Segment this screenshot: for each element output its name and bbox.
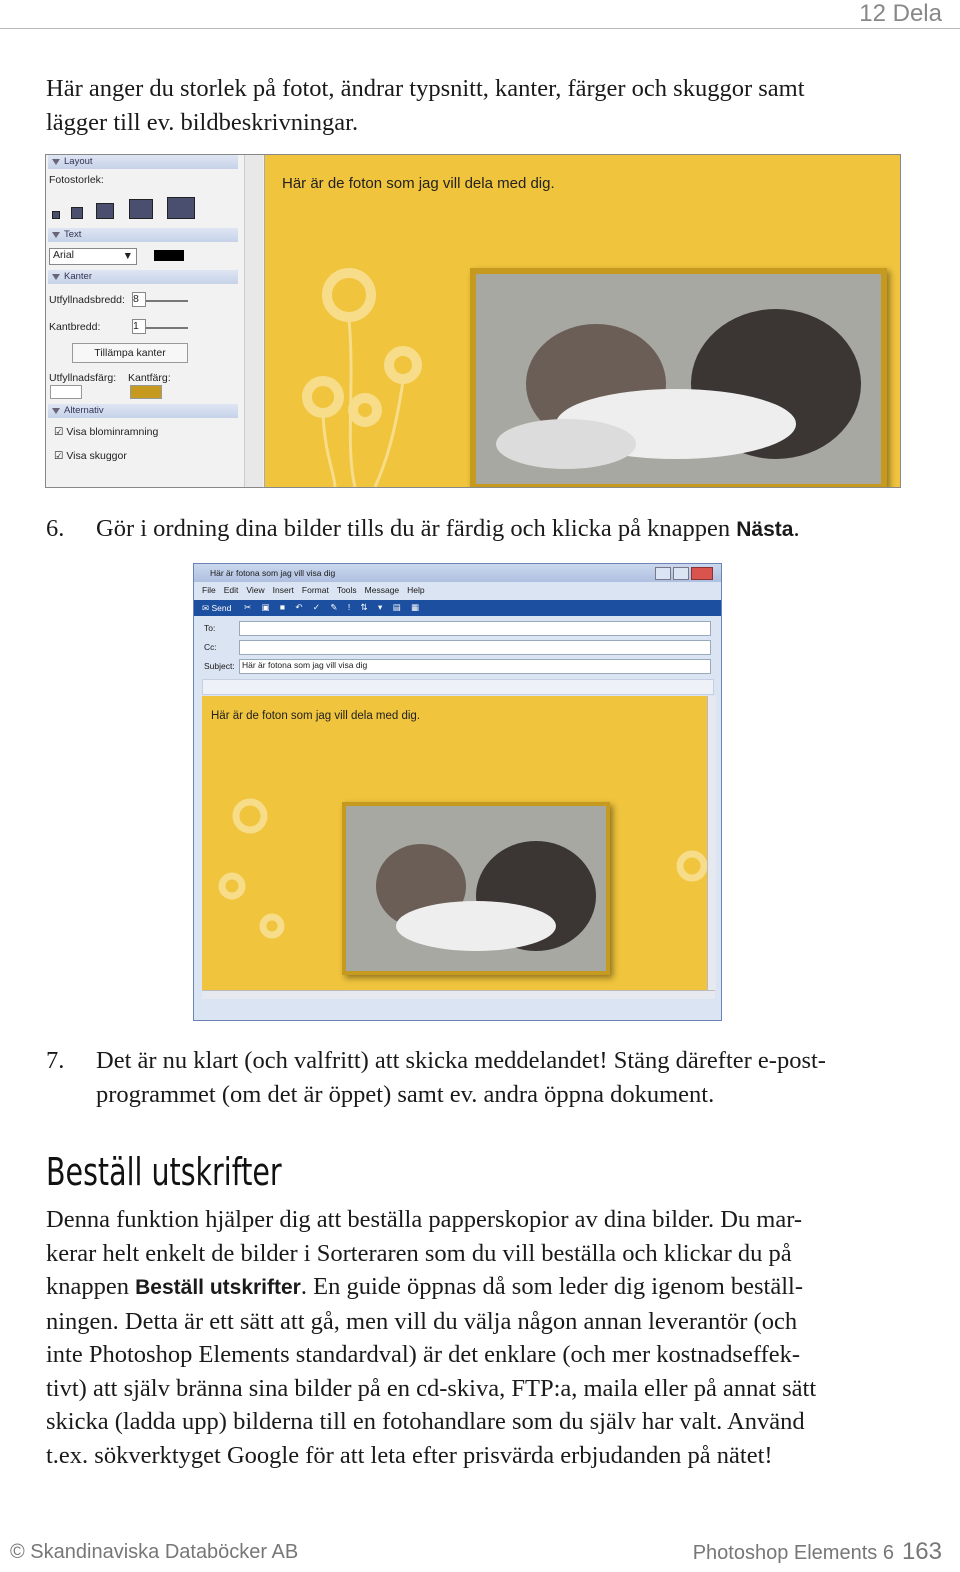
panel-scrollbar[interactable]	[244, 155, 263, 487]
step-6	[46, 512, 906, 546]
show-shadow-label: Visa skuggor	[66, 450, 127, 462]
footer-copyright: © Skandinaviska Databöcker AB	[10, 1541, 299, 1563]
body-scrollbar[interactable]	[707, 696, 716, 990]
cc-field[interactable]	[239, 640, 711, 655]
chapter-label: 12 Dela	[859, 0, 942, 27]
header-divider	[0, 28, 960, 29]
body-line: Denna funktion hjälper dig att beställa papperskopior av dina bilder. Du mar-	[46, 1206, 803, 1233]
step-number: 6.	[46, 515, 65, 542]
font-value: Arial	[53, 249, 75, 261]
toolbar-icons[interactable]: ✂ ▣ ■ ↶ ✓ ✎ ! ⇅ ▾ ▤ ▦	[244, 602, 424, 612]
checkbox-icon[interactable]: ☑	[54, 426, 64, 438]
border-width-slider[interactable]	[146, 327, 188, 329]
fill-color-label: Utfyllnadsfärg:	[49, 372, 117, 384]
menu-message[interactable]: Message	[364, 585, 400, 595]
step-number: 7.	[46, 1047, 65, 1074]
intro-paragraph	[46, 72, 906, 139]
fill-width-slider[interactable]	[146, 300, 188, 302]
maximize-icon[interactable]	[673, 567, 689, 580]
toolbar	[194, 600, 721, 616]
section-heading: Beställ utskrifter	[46, 1150, 282, 1194]
menu-view[interactable]: View	[246, 585, 265, 595]
to-field[interactable]	[239, 621, 711, 636]
send-button[interactable]	[202, 603, 231, 614]
body-line: t.ex. sökverktyget Google för att leta efter prisvärda erbjudanden på nätet!	[46, 1441, 773, 1469]
hippo-image	[346, 806, 606, 971]
step-7-line: programmet (om det är öppet) samt ev. andra öppna dokument.	[96, 1080, 715, 1108]
menu-format[interactable]: Format	[301, 585, 329, 595]
preview-canvas	[265, 155, 901, 487]
subject-value: Här är fotona som jag vill visa dig	[242, 660, 368, 670]
menu-help[interactable]: Help	[407, 585, 425, 595]
menu-file[interactable]: File	[202, 585, 216, 595]
section-text[interactable]: Text	[48, 228, 238, 242]
title-bar	[194, 564, 721, 582]
cc-label: Cc:	[204, 642, 217, 652]
step-6-text-wrap	[96, 512, 800, 547]
size-option[interactable]	[52, 211, 60, 219]
body-line: kerar helt enkelt de bilder i Sorteraren som du vill beställa och klickar du på	[46, 1239, 792, 1267]
message-text: Här är de foton som jag vill dela med dig.	[282, 175, 555, 192]
fill-width-input[interactable]: 8	[132, 292, 146, 307]
font-select[interactable]	[49, 248, 137, 265]
format-toolbar[interactable]	[202, 679, 714, 695]
fill-color-swatch[interactable]	[50, 385, 82, 399]
hippo-photo	[342, 802, 610, 975]
order-prints-button-ref: Beställ utskrifter	[135, 1276, 301, 1299]
size-option[interactable]	[167, 197, 195, 219]
close-icon[interactable]	[691, 567, 713, 580]
size-option[interactable]	[129, 199, 153, 219]
border-width-label: Kantbredd:	[49, 321, 101, 333]
show-shadow-option[interactable]	[54, 450, 127, 462]
send-icon: ✉	[202, 603, 210, 613]
horizontal-scrollbar[interactable]	[202, 990, 715, 999]
hippo-image	[476, 274, 881, 484]
body-text: knappen	[46, 1273, 136, 1300]
intro-line: Här anger du storlek på fotot, ändrar typsnitt, kanter, färger och skuggor samt	[46, 75, 805, 102]
border-color-label: Kantfärg:	[128, 372, 171, 384]
fill-width-label: Utfyllnadsbredd:	[49, 294, 125, 306]
menu-bar	[202, 585, 425, 595]
body-text: . En guide öppnas då som leder dig igenom beställ-	[300, 1273, 804, 1300]
checkbox-icon[interactable]: ☑	[54, 450, 64, 462]
text-color-swatch[interactable]	[154, 250, 184, 261]
photo-size-label: Fotostorlek:	[49, 174, 104, 186]
subject-label: Subject:	[204, 661, 235, 671]
section-alternatives[interactable]: Alternativ	[48, 404, 238, 418]
minimize-icon[interactable]	[655, 567, 671, 580]
menu-edit[interactable]: Edit	[223, 585, 239, 595]
message-body[interactable]	[202, 696, 707, 990]
body-line: tivt) att själv bränna sina bilder på en cd-skiva, FTP:a, maila eller på annat sätt	[46, 1374, 817, 1402]
chevron-down-icon: ▼	[122, 250, 133, 262]
page-number: 163	[901, 1538, 942, 1565]
body-line: ningen. Detta är ett sätt att gå, men vill du välja någon annan leverantör (och	[46, 1307, 798, 1335]
photo-layout-screenshot	[45, 154, 901, 488]
next-button-ref: Nästa	[736, 518, 794, 541]
body-line	[46, 1270, 916, 1305]
step-7-text	[96, 1044, 916, 1111]
body-paragraph	[46, 1203, 916, 1472]
size-option[interactable]	[96, 203, 114, 219]
step-6-end: .	[793, 515, 800, 542]
section-layout[interactable]: Layout	[48, 155, 238, 169]
body-line: skicka (ladda upp) bilderna till en fotohandlare som du själv har valt. Använd	[46, 1408, 805, 1435]
border-color-swatch[interactable]	[130, 385, 162, 399]
send-label: Send	[211, 603, 232, 613]
settings-panel	[46, 155, 265, 487]
book-title: Photoshop Elements 6	[692, 1542, 894, 1564]
window-title: Här är fotona som jag vill visa dig	[210, 568, 336, 578]
email-window-screenshot	[193, 563, 722, 1021]
intro-line: lägger till ev. bildbeskrivningar.	[46, 108, 359, 136]
body-line: inte Photoshop Elements standardval) är det enklare (och mer kostnadseffek-	[46, 1341, 801, 1368]
section-borders[interactable]: Kanter	[48, 270, 238, 284]
show-flower-option[interactable]	[54, 426, 158, 438]
to-label: To:	[204, 623, 216, 633]
hippo-photo	[470, 268, 887, 488]
menu-insert[interactable]: Insert	[272, 585, 294, 595]
message-text: Här är de foton som jag vill dela med dig.	[211, 710, 421, 722]
size-option[interactable]	[71, 207, 83, 219]
step-7-line: Det är nu klart (och valfritt) att skicka meddelandet! Stäng därefter e-post-	[96, 1047, 826, 1074]
show-flower-label: Visa blominramning	[66, 426, 159, 438]
step-6-text: Gör i ordning dina bilder tills du är färdig och klicka på knappen	[96, 515, 737, 542]
menu-tools[interactable]: Tools	[336, 585, 357, 595]
subject-field[interactable]	[239, 659, 711, 674]
border-width-input[interactable]: 1	[132, 319, 146, 334]
step-7	[46, 1044, 906, 1108]
footer-book	[693, 1538, 942, 1566]
apply-borders-button[interactable]: Tillämpa kanter	[72, 343, 188, 363]
